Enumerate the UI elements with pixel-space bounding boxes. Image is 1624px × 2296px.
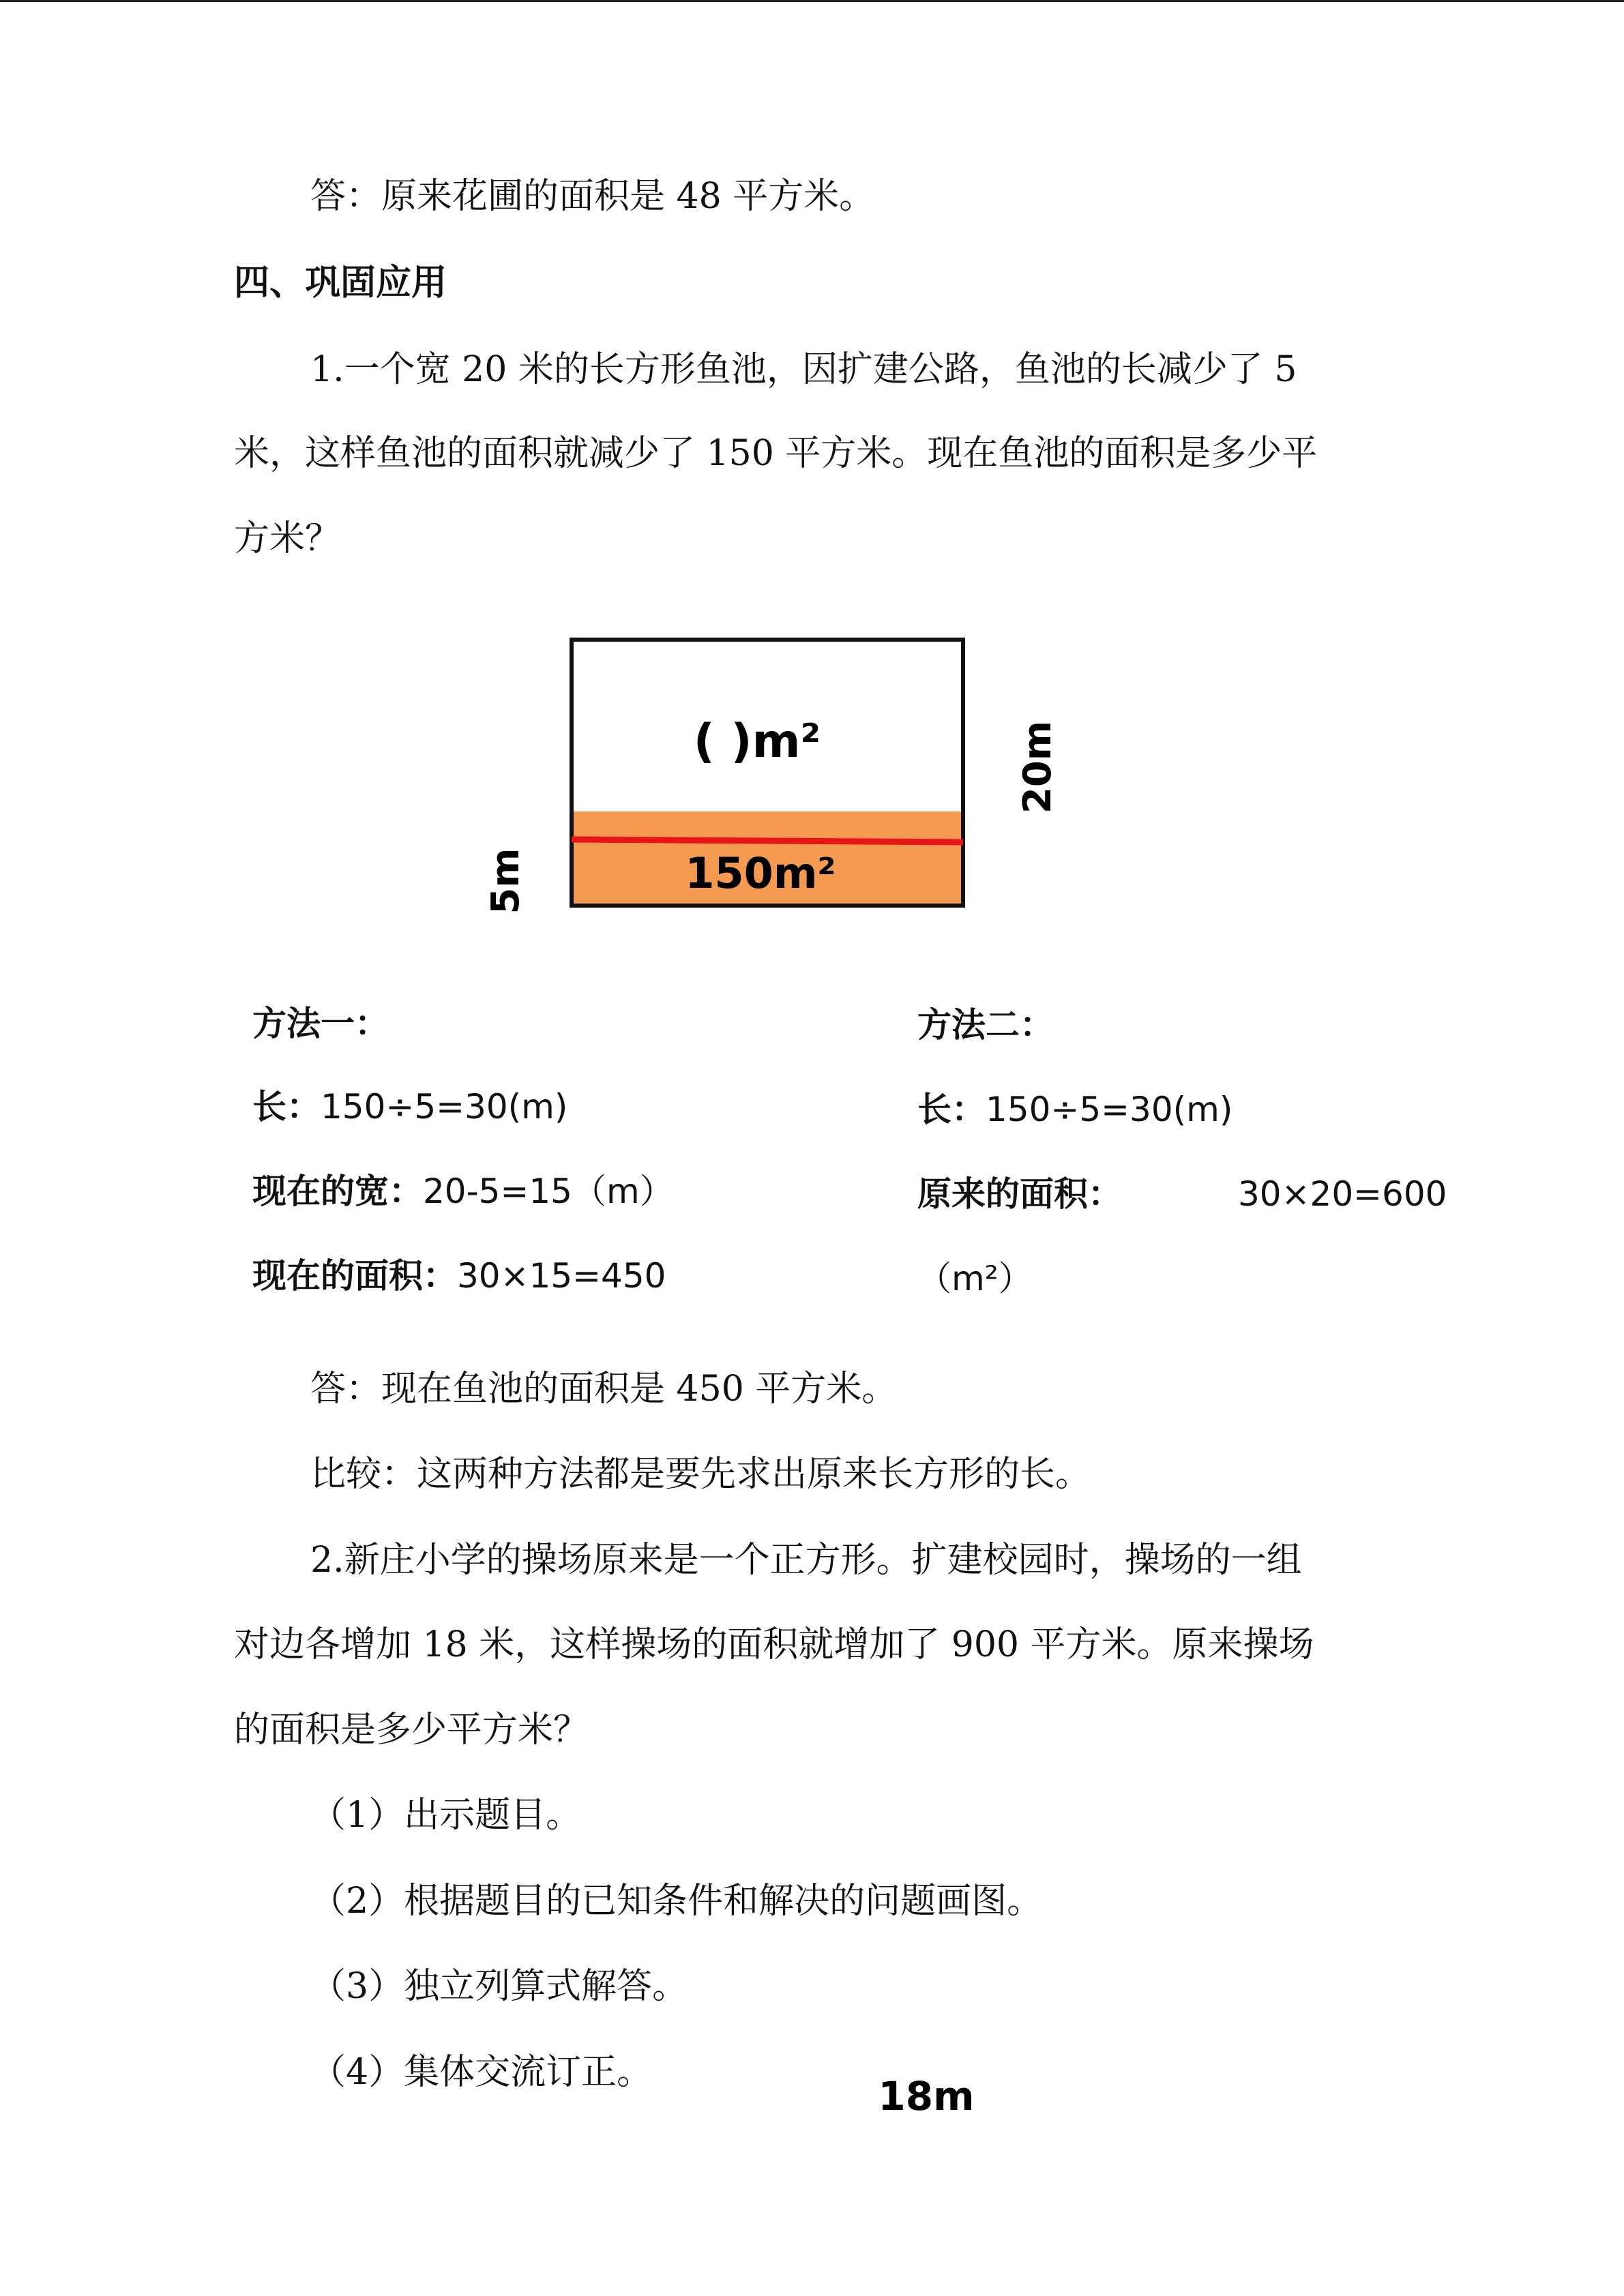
- method-two-area-value: 30×20=600: [1238, 1174, 1447, 1214]
- method-two-area-label: 原来的面积：: [917, 1174, 1122, 1214]
- step-3: （3）独立列算式解答。: [310, 1966, 688, 2007]
- method-one-width-label: 现在的宽：: [252, 1172, 423, 1211]
- method-one-length: [252, 1086, 567, 1128]
- method-one-width: [252, 1170, 674, 1212]
- question2-line3: 的面积是多少平方米？: [234, 1710, 589, 1750]
- question2-line2: 对边各增加 18 米，这样操场的面积就增加了 900 平方米。原来操场: [234, 1624, 1314, 1665]
- method-one-length-value: 150÷5=30(m): [321, 1087, 568, 1127]
- step-4: （4）集体交流订正。: [310, 2052, 653, 2093]
- method-one-area-value: 30×15=450: [457, 1256, 666, 1296]
- answer-flower-bed: 答：原来花圃的面积是 48 平方米。: [310, 176, 875, 217]
- unknown-area-label: ( )m²: [693, 715, 821, 769]
- comparison-note: 比较：这两种方法都是要先求出原来长方形的长。: [310, 1454, 1091, 1495]
- method-two-area-unit: （m²）: [917, 1259, 1033, 1298]
- section-heading: 四、巩固应用: [234, 263, 447, 303]
- method-one-area: [252, 1255, 666, 1297]
- method-one-length-label: 长：: [252, 1087, 321, 1127]
- step-2: （2）根据题目的已知条件和解决的问题画图。: [310, 1881, 1043, 1922]
- method-one-area-label: 现在的面积：: [252, 1256, 457, 1296]
- question1-line1: 1.一个宽 20 米的长方形鱼池，因扩建公路，鱼池的长减少了 5: [310, 349, 1297, 390]
- question1-line3: 方米？: [234, 518, 341, 559]
- strip-height-label: 5m: [484, 848, 528, 914]
- question1-line2: 米，这样鱼池的面积就减少了 150 平方米。现在鱼池的面积是多少平: [234, 433, 1318, 474]
- step-1: （1）出示题目。: [310, 1795, 582, 1836]
- question2-line1: 2.新庄小学的操场原来是一个正方形。扩建校园时，操场的一组: [310, 1540, 1302, 1581]
- strip-area-label: 150m²: [685, 848, 836, 898]
- divider-line: [572, 839, 963, 842]
- method-two-length-label: 长：: [917, 1090, 986, 1129]
- method-two-length-value: 150÷5=30(m): [986, 1090, 1233, 1129]
- method-two-length: [917, 1088, 1232, 1131]
- height-label: 20m: [1016, 720, 1060, 814]
- method-one-title: 方法一：: [252, 1004, 389, 1043]
- method-two-title: 方法二：: [917, 1005, 1054, 1045]
- side-increase-label: 18m: [878, 2073, 975, 2119]
- method-one-width-value: 20-5=15（m）: [423, 1172, 674, 1211]
- answer-fish-pond: 答：现在鱼池的面积是 450 平方米。: [310, 1369, 898, 1410]
